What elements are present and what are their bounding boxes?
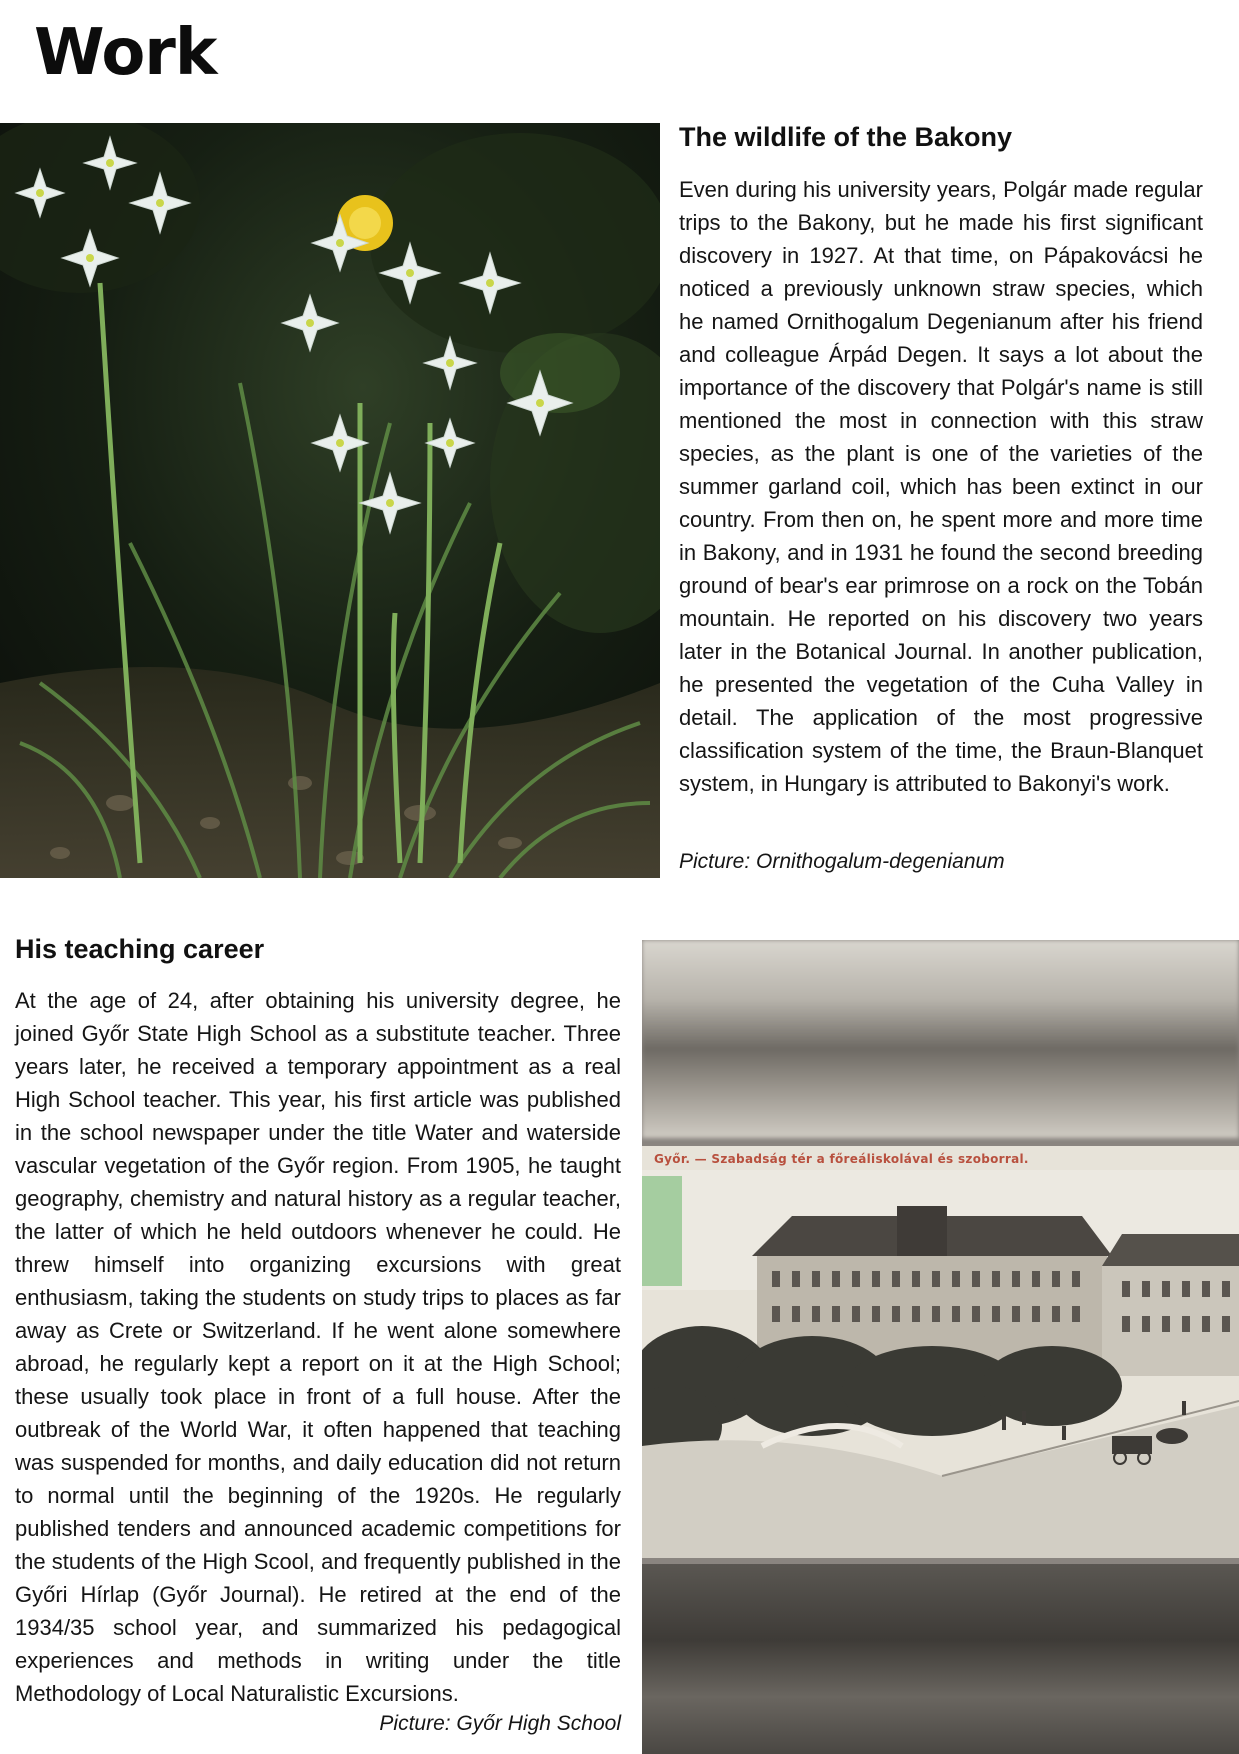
ornithogalum-illustration: [0, 123, 660, 878]
wildlife-picture-caption: Picture: Ornithogalum-degenianum: [679, 850, 1005, 873]
teaching-heading: His teaching career: [15, 934, 265, 964]
teaching-paragraph: At the age of 24, after obtaining his university degree, he joined Győr State High School as a substitute teacher. Three years later, he received a temporary appointment as a real High School teacher. This year, his first article was published in the school newspaper under the title Water and waterside vascular vegetation of the Győr region. From 1905, he taught geography, chemistry and natural history as a regular teacher, the latter of which he held outdoors whenever he could. He threw himself into organizing excursions with great enthusiasm, taking the students on study trips to places as far away as Crete or Switzerland. If he went alone somewhere abroad, he regularly kept a report on it at the High School; these usually took place in front of a full house. After the outbreak of the World War, it often happened that teaching was suspended for months, and daily education did not return to normal until the beginning of the 1920s. He regularly published tenders and announced academic competitions for the students of the High Scool, and frequently published in the Győri Hírlap (Győr Journal). He retired at the end of the 1934/35 school year, and summarized his pedagogical experiences and methods in writing under the title Methodology of Local Naturalistic Excursions.: [15, 988, 621, 1706]
ornithogalum-photo: [0, 123, 660, 878]
page-title: Work: [34, 16, 217, 90]
postcard-illustration: [642, 1146, 1239, 1558]
wildlife-heading: The wildlife of the Bakony: [679, 122, 1013, 152]
blurred-photo-bottom: [642, 1564, 1239, 1754]
teaching-picture-caption: Picture: Győr High School: [379, 1712, 621, 1735]
wildlife-paragraph: Even during his university years, Polgár made regular trips to the Bakony, but he made his first significant discovery in 1927. At that time, on Pápakovácsi he noticed a previously unknown straw species, which he named Ornithogalum Degenianum after his friend and colleague Árpád Degen. It says a lot about the importance of the discovery that Polgár's name is still mentioned the most in connection with this straw species, as the plant is one of the varieties of the summer garland coil, which has been extinct in our country. From then on, he spent more and more time in Bakony, and in 1931 he found the second breeding ground of bear's ear primrose on a rock on the Tobán mountain. He reported on his discovery two years later in the Botanical Journal. In another publication, he presented the vegetation of the Cuha Valley in detail. The application of the most progressive classification system of the time, the Braun-Blanquet system, in Hungary is attributed to Bakonyi's work.: [679, 177, 1203, 796]
postcard-printed-caption: Győr. — Szabadság tér a főreáliskolával és szoborral.: [654, 1152, 1029, 1166]
postcard-image: [642, 1146, 1239, 1558]
blurred-photo-top: [642, 940, 1239, 1138]
gyor-high-school-photo: [642, 940, 1239, 1754]
